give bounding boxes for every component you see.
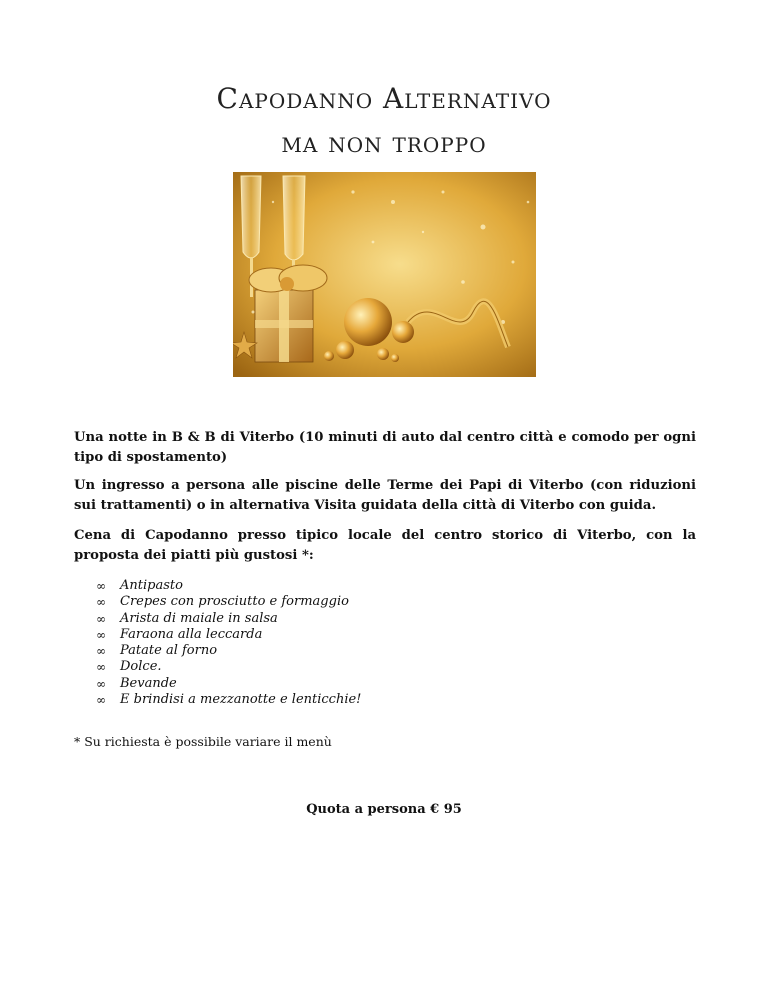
- page-title: Capodanno Alternativo: [216, 82, 552, 115]
- list-item: ∞ Arista di maiale in salsa: [96, 610, 278, 626]
- infinity-bullet-icon: ∞: [96, 676, 106, 691]
- infinity-bullet-icon: ∞: [96, 693, 106, 708]
- paragraph-accommodation: Una notte in B & B di Viterbo (10 minuti di auto dal centro città e comodo per ogni tipo di spostamento): [74, 430, 696, 465]
- menu-list: [96, 578, 361, 708]
- infinity-bullet-icon: ∞: [96, 595, 106, 610]
- list-item: ∞ E brindisi a mezzanotte e lenticchie!: [96, 692, 362, 708]
- paragraph-spa-or-tour: Un ingresso a persona alle piscine delle Terme dei Papi di Viterbo (con riduzioni sui trattamenti) o in alternativa Visita guidata della città di Viterbo con guida.: [74, 478, 696, 513]
- list-item: ∞ Bevande: [96, 675, 177, 691]
- list-item: ∞ Crepes con prosciutto e formaggio: [96, 594, 349, 610]
- infinity-bullet-icon: ∞: [96, 611, 106, 626]
- list-item: ∞ Faraona alla leccarda: [96, 626, 263, 642]
- infinity-bullet-icon: ∞: [96, 660, 106, 675]
- list-item: ∞ Patate al forno: [96, 643, 218, 659]
- menu-change-note: * Su richiesta è possibile variare il menù: [74, 734, 332, 749]
- champagne-gift-icon: [233, 172, 536, 377]
- page-subtitle: ma non troppo: [281, 126, 487, 159]
- champagne-gift-image: [233, 172, 536, 377]
- list-item: ∞ Dolce.: [96, 659, 162, 675]
- list-item: ∞ Antipasto: [96, 578, 183, 593]
- infinity-bullet-icon: ∞: [96, 579, 106, 593]
- price-per-person: Quota a persona € 95: [306, 802, 462, 817]
- infinity-bullet-icon: ∞: [96, 644, 106, 659]
- infinity-bullet-icon: ∞: [96, 627, 106, 642]
- paragraph-dinner: Cena di Capodanno presso tipico locale del centro storico di Viterbo, con la proposta dei piatti più gustosi *:: [74, 528, 696, 563]
